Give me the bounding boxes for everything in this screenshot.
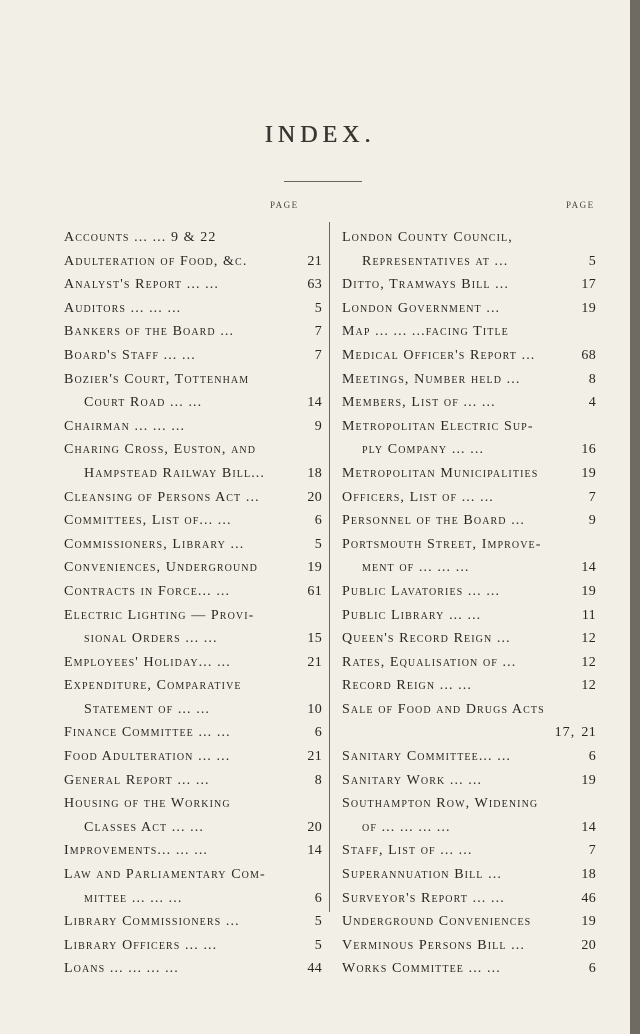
- index-entry: [64, 745, 322, 769]
- index-entry-text: Bankers of the Board ...: [64, 324, 235, 340]
- index-entry: [342, 910, 596, 934]
- index-entry-text: Portsmouth Street, Improve-: [342, 536, 542, 552]
- index-entry-page: 5: [588, 253, 596, 269]
- index-entry: [64, 698, 322, 722]
- index-entry: [64, 674, 322, 698]
- index-entry-text: Improvements... ... ...: [64, 843, 209, 859]
- index-entry-page: 10: [307, 701, 322, 717]
- index-entry-text: Rates, Equalisation of ...: [342, 654, 517, 670]
- index-entry-text: Public Library ... ...: [342, 607, 482, 623]
- index-entry-page: 6: [314, 890, 322, 906]
- index-entry-text: Representatives at ...: [362, 253, 509, 269]
- index-entry-page: 19: [581, 914, 596, 930]
- index-entry-page: 61: [307, 583, 322, 599]
- index-entry: [342, 627, 596, 651]
- index-entry: [342, 580, 596, 604]
- index-entry: [342, 297, 596, 321]
- index-entry: [342, 226, 596, 250]
- index-entry: [64, 320, 322, 344]
- index-entry-text: Record Reign ... ...: [342, 678, 472, 694]
- index-entry: [64, 721, 322, 745]
- index-entry: [342, 604, 596, 628]
- index-entry-page: 21: [307, 749, 322, 765]
- index-entry: [64, 250, 322, 274]
- index-entry-text: London County Council,: [342, 230, 513, 245]
- index-entry-text: ment of ... ... ...: [362, 560, 470, 576]
- index-entry-text: Accounts ... ... 9 & 22: [64, 230, 217, 245]
- index-entry: [64, 273, 322, 297]
- index-entry-page: 14: [307, 843, 322, 859]
- index-entry-page: 21: [307, 654, 322, 670]
- index-entry: [342, 486, 596, 510]
- index-entry-text: Sanitary Work ... ...: [342, 772, 483, 788]
- page-column-heading-right: PAGE: [566, 200, 595, 210]
- index-entry-page: 6: [588, 961, 596, 977]
- index-entry: [64, 438, 322, 462]
- index-entry: [64, 462, 322, 486]
- index-entry: [342, 863, 596, 887]
- index-entry-text: Bozier's Court, Tottenham: [64, 371, 250, 387]
- index-entry-page: 6: [588, 749, 596, 765]
- index-entry: [342, 415, 596, 439]
- index-entry: [342, 957, 596, 981]
- page-column-heading-left: PAGE: [270, 200, 299, 210]
- index-entry-page: 12: [581, 654, 596, 670]
- index-entry: [64, 344, 322, 368]
- index-entry-text: Classes Act ... ...: [84, 819, 204, 835]
- index-entry-page: 18: [307, 465, 322, 481]
- index-entry-text: Employees' Holiday... ...: [64, 654, 231, 670]
- index-left-column: [64, 226, 322, 981]
- index-entry-text: Personnel of the Board ...: [342, 513, 526, 529]
- index-entry-page: 9: [588, 513, 596, 529]
- index-entry: [64, 934, 322, 958]
- index-entry-text: Verminous Persons Bill ...: [342, 937, 525, 953]
- index-entry-text: Contracts in Force... ...: [64, 583, 231, 599]
- index-entry-text: mittee ... ... ...: [84, 890, 183, 906]
- index-entry-text: Statement of ... ...: [84, 701, 211, 717]
- index-entry-text: sional Orders ... ...: [84, 631, 218, 647]
- index-entry-text: Library Officers ... ...: [64, 937, 218, 953]
- index-entry: [64, 651, 322, 675]
- index-entry-page: 20: [307, 489, 322, 505]
- index-entry: [64, 580, 322, 604]
- index-entry: [342, 250, 596, 274]
- index-entry-page: 7: [588, 843, 596, 859]
- index-entry-page: 21: [581, 725, 596, 741]
- index-entry-text: Superannuation Bill ...: [342, 867, 502, 883]
- index-entry-page: 18: [581, 867, 596, 883]
- index-entry-text: Law and Parliamentary Com-: [64, 867, 266, 883]
- index-entry: [342, 934, 596, 958]
- index-entry-page: 14: [581, 819, 596, 835]
- index-entry-text: Cleansing of Persons Act ...: [64, 489, 260, 505]
- index-entry: [342, 745, 596, 769]
- index-entry-text: Finance Committee ... ...: [64, 725, 231, 741]
- index-entry-text: Commissioners, Library ...: [64, 536, 245, 552]
- index-entry-page: 20: [581, 937, 596, 953]
- index-entry-text: Ditto, Tramways Bill ...: [342, 277, 509, 293]
- index-entry-text: Court Road ... ...: [84, 395, 203, 411]
- index-entry-page: 68: [581, 347, 596, 363]
- index-entry-text: Staff, List of ... ...: [342, 843, 473, 859]
- index-entry-page: 14: [581, 560, 596, 576]
- index-entry: [342, 674, 596, 698]
- index-entry-text: Library Commissioners ...: [64, 914, 240, 930]
- index-entry-text: Analyst's Report ... ...: [64, 277, 219, 293]
- index-entry-text: Works Committee ... ...: [342, 961, 501, 977]
- index-entry-text: Expenditure, Comparative: [64, 678, 242, 694]
- index-entry: [342, 344, 596, 368]
- index-entry-text: ply Company ... ...: [362, 442, 485, 458]
- index-entry: [342, 651, 596, 675]
- index-entry-text: of ... ... ... ...: [362, 819, 451, 835]
- index-entry-text: General Report ... ...: [64, 772, 210, 788]
- index-entry: [64, 226, 322, 250]
- index-entry-page: 20: [307, 819, 322, 835]
- index-entry-text: Chairman ... ... ...: [64, 418, 186, 434]
- index-entry: [342, 556, 596, 580]
- index-entry-page: 9: [314, 418, 322, 434]
- index-entry: [342, 320, 596, 344]
- index-entry-page: 12: [581, 631, 596, 647]
- index-entry: [64, 839, 322, 863]
- index-entry-text: Auditors ... ... ...: [64, 300, 182, 316]
- index-entry-page: 5: [314, 914, 322, 930]
- index-entry: [342, 391, 596, 415]
- index-entry: [64, 792, 322, 816]
- index-entry: [64, 509, 322, 533]
- index-entry: [342, 509, 596, 533]
- index-entry-text: Medical Officer's Report ...: [342, 347, 536, 363]
- index-entry-page: 7: [314, 347, 322, 363]
- index-entry-text: Officers, List of ... ...: [342, 489, 494, 505]
- index-entry: [64, 910, 322, 934]
- index-entry: [64, 533, 322, 557]
- index-entry: [64, 627, 322, 651]
- page-title: INDEX.: [264, 122, 376, 148]
- page-edge-shadow: [630, 0, 640, 1034]
- index-entry-page: 8: [588, 371, 596, 387]
- index-entry: [342, 368, 596, 392]
- index-entry-text: Surveyor's Report ... ...: [342, 890, 505, 906]
- index-entry-text: Board's Staff ... ...: [64, 347, 196, 363]
- index-entry: [342, 721, 596, 745]
- index-entry-page: 19: [581, 772, 596, 788]
- index-entry-text: Hampstead Railway Bill...: [84, 465, 266, 481]
- index-entry: [64, 863, 322, 887]
- index-entry-text: Meetings, Number held ...: [342, 371, 521, 387]
- index-entry-text: Metropolitan Electric Sup-: [342, 418, 534, 434]
- index-entry-page: 16: [581, 442, 596, 458]
- index-entry-page: 19: [581, 300, 596, 316]
- index-entry-text: Electric Lighting — Provi-: [64, 607, 255, 623]
- index-entry-page: 19: [581, 583, 596, 599]
- index-entry: [64, 415, 322, 439]
- index-entry: [342, 533, 596, 557]
- index-entry-text: London Government ...: [342, 300, 501, 316]
- index-entry-text: Sanitary Committee... ...: [342, 749, 512, 765]
- index-entry: [64, 816, 322, 840]
- index-entry-text: Map ... ... ...facing Title: [342, 324, 509, 340]
- index-entry-page: 6: [314, 513, 322, 529]
- index-entry: [64, 556, 322, 580]
- index-entry-text: Food Adulteration ... ...: [64, 749, 231, 765]
- index-entry: [342, 273, 596, 297]
- index-entry-page: 4: [588, 395, 596, 411]
- index-entry-page: 14: [307, 395, 322, 411]
- index-entry-text: Public Lavatories ... ...: [342, 583, 501, 599]
- index-entry: [342, 816, 596, 840]
- index-entry: [64, 297, 322, 321]
- index-entry: [342, 887, 596, 911]
- index-entry-page: 5: [314, 300, 322, 316]
- index-entry-page: 15: [307, 631, 322, 647]
- index-entry-text: Conveniences, Underground: [64, 560, 258, 576]
- index-entry-page: 19: [307, 560, 322, 576]
- index-entry-page: 6: [314, 725, 322, 741]
- index-right-column: [342, 226, 596, 981]
- index-entry-page: 8: [314, 772, 322, 788]
- index-entry-page: 7: [588, 489, 596, 505]
- index-entry-page: 63: [307, 277, 322, 293]
- index-entry: [64, 368, 322, 392]
- index-entry-page: 19: [581, 465, 596, 481]
- index-entry-page: 12: [581, 678, 596, 694]
- index-entry-text: Adulteration of Food, &c.: [64, 253, 248, 269]
- index-entry-page: 5: [314, 937, 322, 953]
- index-entry: [342, 698, 596, 722]
- index-entry-page: 44: [307, 961, 322, 977]
- index-entry: [342, 839, 596, 863]
- index-entry: [342, 438, 596, 462]
- index-entry-text: Metropolitan Municipalities: [342, 465, 539, 481]
- index-entry-text: Members, List of ... ...: [342, 395, 496, 411]
- index-entry-text: Sale of Food and Drugs Acts: [342, 701, 545, 717]
- index-entry-text: 17,: [554, 725, 576, 741]
- index-entry-page: 17: [581, 277, 596, 293]
- index-entry: [64, 887, 322, 911]
- title-rule: [284, 181, 362, 182]
- index-entry-text: Committees, List of... ...: [64, 513, 232, 529]
- index-entry: [64, 486, 322, 510]
- index-entry: [64, 769, 322, 793]
- index-entry: [342, 792, 596, 816]
- index-entry-text: Queen's Record Reign ...: [342, 631, 511, 647]
- index-entry: [64, 957, 322, 981]
- index-entry-page: 21: [307, 253, 322, 269]
- index-entry: [64, 391, 322, 415]
- index-entry: [342, 769, 596, 793]
- index-entry: [64, 604, 322, 628]
- index-entry-page: 7: [314, 324, 322, 340]
- index-entry: [342, 462, 596, 486]
- index-entry-page: 11: [581, 607, 596, 623]
- index-entry-page: 46: [581, 890, 596, 906]
- column-divider: [329, 222, 330, 912]
- index-entry-text: Charing Cross, Euston, and: [64, 442, 257, 458]
- index-entry-text: Southampton Row, Widening: [342, 796, 539, 812]
- index-entry-text: Underground Conveniences: [342, 914, 532, 930]
- index-entry-page: 5: [314, 536, 322, 552]
- index-entry-text: Housing of the Working: [64, 796, 231, 812]
- index-entry-text: Loans ... ... ... ...: [64, 961, 179, 977]
